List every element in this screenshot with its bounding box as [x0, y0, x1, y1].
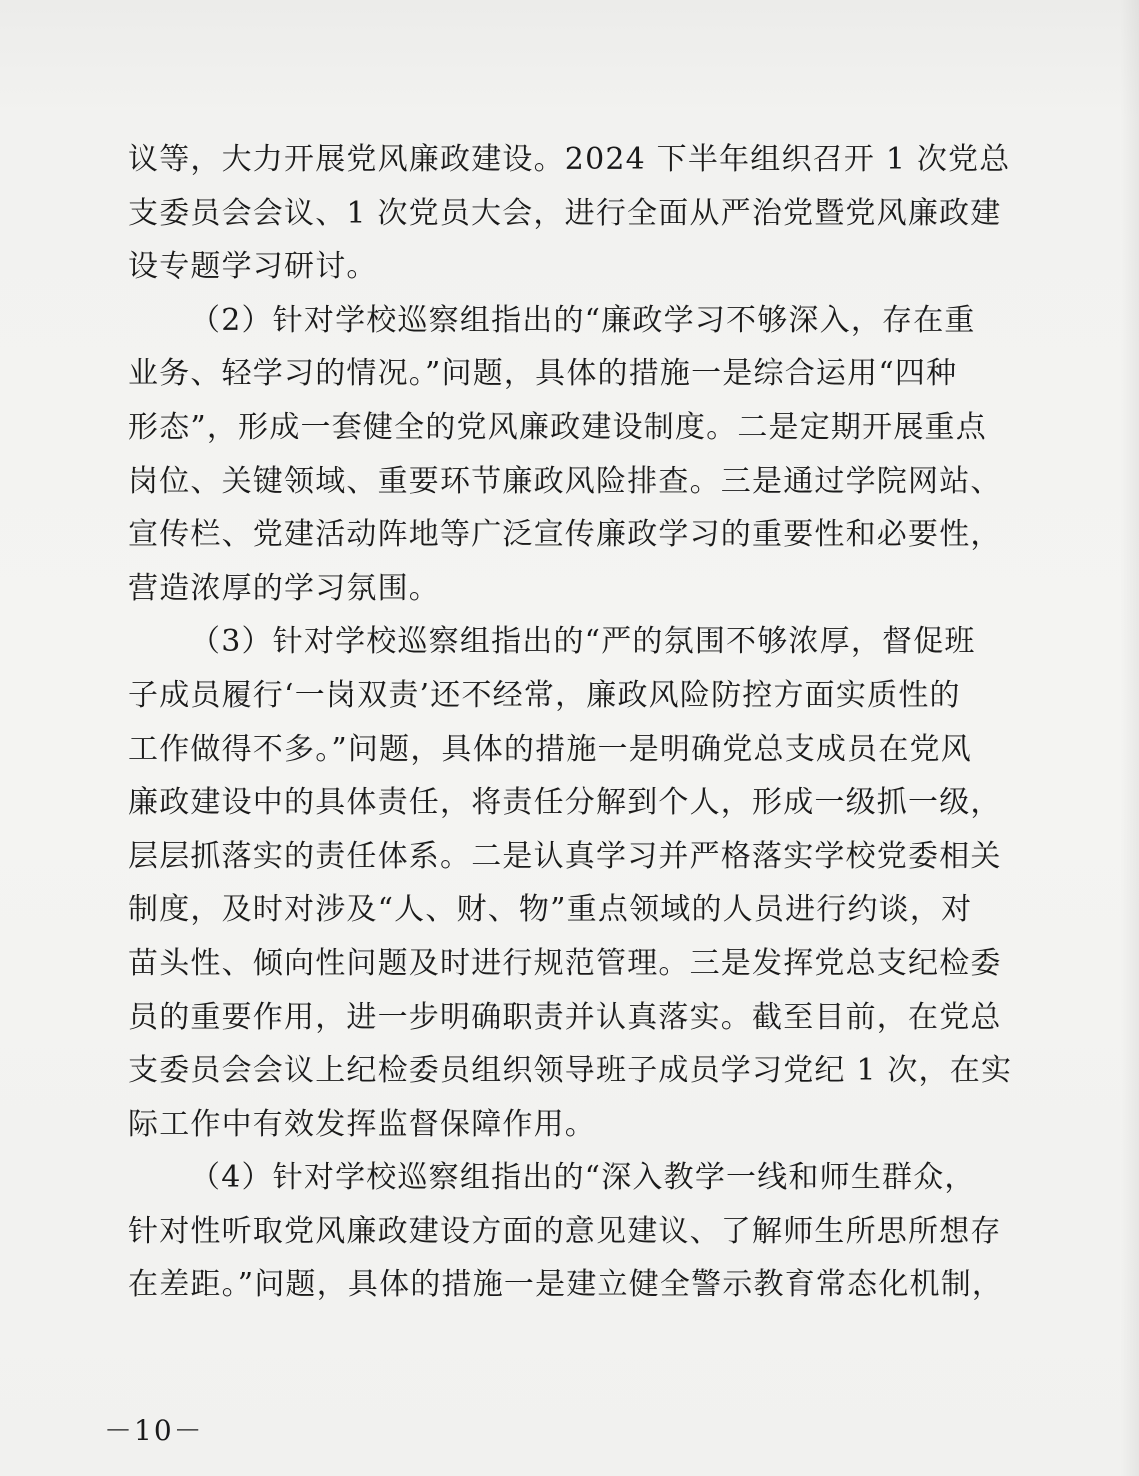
- text-line: 在差距。”问题，具体的措施一是建立健全警示教育常态化机制，: [128, 1267, 1004, 1303]
- text-line: 苗头性、倾向性问题及时进行规范管理。三是发挥党总支纪检委: [128, 945, 1002, 981]
- text-line: 制度，及时对涉及“人、财、物”重点领域的人员进行约谈，对: [128, 892, 973, 928]
- text-line: 议等，大力开展党风廉政建设。2024 下半年组织召开 1 次党总: [128, 142, 1011, 177]
- text-line: 支委员会会议上纪检委员组织领导班子成员学习党纪 1 次，在实: [128, 1053, 1013, 1089]
- text-line: 廉政建设中的具体责任，将责任分解到个人，形成一级抓一级，: [128, 785, 1002, 821]
- paragraph-3-start: （3）针对学校巡察组指出的“严的氛围不够浓厚，督促班: [190, 624, 976, 660]
- text-line: 业务、轻学习的情况。”问题，具体的措施一是综合运用“四种: [128, 356, 958, 392]
- document-body: [128, 133, 1013, 1312]
- text-line: 设专题学习研讨。: [128, 249, 378, 285]
- page-number: －10－: [104, 1414, 204, 1447]
- text-line: 层层抓落实的责任体系。二是认真学习并严格落实学校党委相关: [128, 838, 1002, 874]
- text-line: 员的重要作用，进一步明确职责并认真落实。截至目前，在党总: [128, 999, 1002, 1035]
- text-line: 子成员履行‘一岗双责’还不经常，廉政风险防控方面实质性的: [128, 677, 961, 713]
- text-line: 针对性听取党风廉政建设方面的意见建议、了解师生所思所想存: [128, 1213, 1002, 1249]
- text-line: 岗位、关键领域、重要环节廉政风险排查。三是通过学院网站、: [128, 463, 1002, 499]
- text-line: 营造浓厚的学习氛围。: [128, 570, 440, 606]
- text-line: 支委员会会议、1 次党员大会，进行全面从严治党暨党风廉政建: [128, 195, 1002, 231]
- text-line: 际工作中有效发挥监督保障作用。: [128, 1106, 596, 1142]
- text-line: 宣传栏、党建活动阵地等广泛宣传廉政学习的重要性和必要性，: [128, 517, 1002, 553]
- text-line: 形态”，形成一套健全的党风廉政建设制度。二是定期开展重点: [128, 409, 987, 445]
- paragraph-2-start: （2）针对学校巡察组指出的“廉政学习不够深入，存在重: [190, 302, 976, 338]
- text-line: 工作做得不多。”问题，具体的措施一是明确党总支成员在党风: [128, 731, 972, 767]
- paragraph-4-start: （4）针对学校巡察组指出的“深入教学一线和师生群众，: [190, 1160, 976, 1196]
